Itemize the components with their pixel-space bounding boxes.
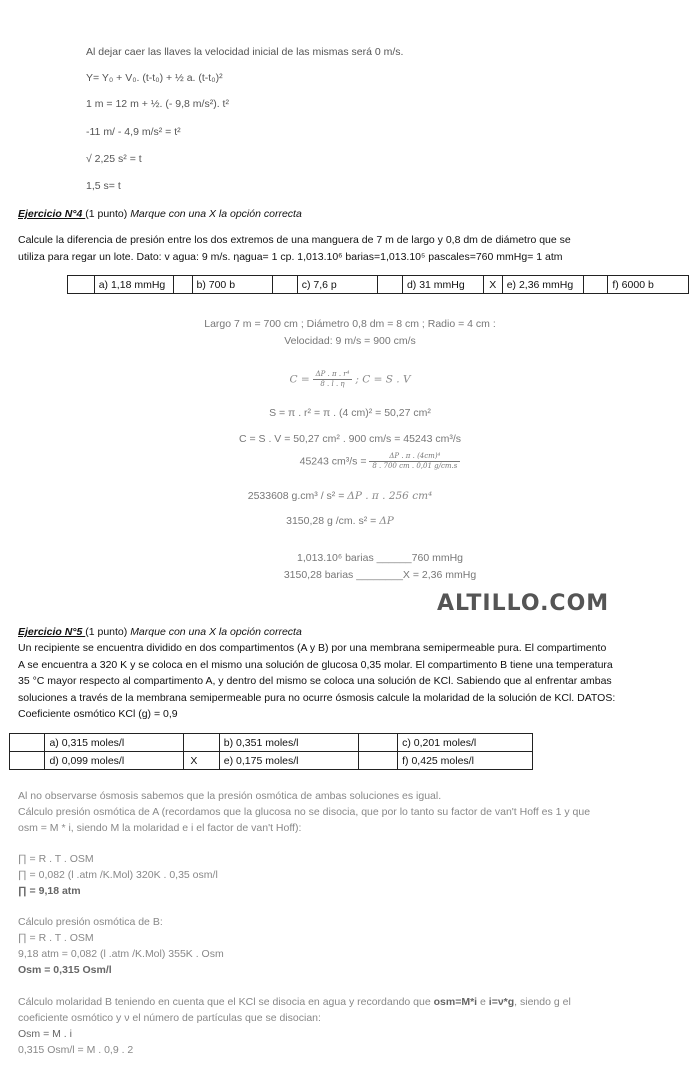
ex5-sol-c1d: i=ν*g [488,996,515,1008]
intro-line-2: Y= Y₀ + V₀. (t-t₀) + ½ a. (t-t₀)² [86,72,223,84]
ex5-checkbox-d[interactable] [10,752,45,770]
ex4-instruction: Marque con una X la opción correcta [130,208,302,220]
ex4-checkbox-d[interactable] [378,276,403,294]
ex5-sol-p3: osm = M * i, siendo M la molaridad e i el factor de van't Hoff): [18,822,302,834]
ex5-sol-a2: ∏ = 0,082 (l .atm /K.Mol) 320K . 0,35 osm/l [18,869,218,881]
ex4-checkbox-a[interactable] [68,276,95,294]
ex5-sol-c2: coeficiente osmótico y ν el número de partículas que se disocian: [18,1012,321,1024]
ex5-option-f: f) 0,425 moles/l [398,752,533,770]
ex4-formula-1-lhs: C = [289,373,310,386]
ex5-points: (1 punto) [85,626,131,638]
ex4-options-table [67,275,689,294]
ex4-checkbox-f[interactable] [583,276,608,294]
ex4-heading [18,208,302,220]
ex5-statement-line-3: 35 °C mayor respecto al compartimento A, y dentro del mismo se coloca una solución de KCl. Sabiendo que al enfrentar ambas [18,675,612,687]
altillo-watermark: ALTILLO.COM [437,591,610,616]
ex5-sol-c3: Osm = M . i [18,1028,72,1040]
ex5-sol-b0: Cálculo presión osmótica de B: [18,916,163,928]
ex5-solution-b [18,914,224,978]
ex5-statement [18,640,688,723]
ex4-formula-1-num: ΔP . π . r⁴ [313,370,353,380]
ex4-statement [18,232,682,266]
ex5-sol-c1b: osm=M*i [433,996,478,1008]
ex5-options-table [9,733,533,770]
ex5-option-d: d) 0,099 moles/l [45,752,184,770]
ex4-option-b: b) 700 b [192,276,273,294]
ex4-sol-line-7 [0,515,690,527]
ex5-heading [18,626,302,638]
ex4-formula-2-den: 8 . 700 cm . 0,01 g/cm.s [372,462,458,470]
ex5-checkbox-f[interactable] [358,752,398,770]
ex4-sol-line-3: S = π . r² = π . (4 cm)² = 50,27 cm² [269,407,431,419]
ex5-statement-line-5: Coeficiente osmótico KCl (g) = 0,9 [18,708,178,720]
ex5-solution-intro [18,788,688,836]
ex4-points: (1 punto) [85,208,131,220]
ex5-sol-p1: Al no observarse ósmosis sabemos que la presión osmótica de ambas soluciones es igual. [18,790,442,802]
ex5-sol-a3: ∏ = 9,18 atm [18,885,81,897]
ex5-title: Ejercicio N°5 [18,626,86,638]
ex4-sol-line-9: 3150,28 barias ________X = 2,36 mmHg [283,569,477,581]
ex5-sol-b1: ∏ = R . T . OSM [18,932,94,944]
ex4-sol-line-1: Largo 7 m = 700 cm ; Diámetro 0,8 dm = 8 cm ; Radio = 4 cm : [204,318,496,330]
ex4-checkbox-b[interactable] [173,276,192,294]
ex4-option-e: e) 2,36 mmHg [502,276,583,294]
ex5-option-a: a) 0,315 moles/l [45,734,184,752]
ex4-checkbox-c[interactable] [273,276,298,294]
ex5-checkbox-a[interactable] [10,734,45,752]
ex4-option-f: f) 6000 b [608,276,689,294]
ex5-option-b: b) 0,351 moles/l [219,734,358,752]
ex4-formula-1-rhs: ; C = S . V [355,373,411,386]
ex4-formula-1 [0,370,700,389]
ex4-sol-line-6-lhs: 2533608 g.cm³ / s² = [247,490,348,502]
ex5-sol-c1a: Cálculo molaridad B teniendo en cuenta que el KCl se disocia en agua y recordando que [18,996,434,1008]
ex4-formula-2-num: ΔP . π . (4cm)⁴ [369,452,460,462]
ex5-sol-a1: ∏ = R . T . OSM [18,853,94,865]
ex4-checkbox-e[interactable]: X [483,276,502,294]
ex5-checkbox-b[interactable] [184,734,219,752]
intro-line-3: 1 m = 12 m + ½. (- 9,8 m/s²). t² [86,98,229,110]
ex5-sol-c4: 0,315 Osm/l = M . 0,9 . 2 [18,1044,134,1056]
ex5-solution-c [18,994,688,1058]
ex5-statement-line-4: soluciones a través de la membrana semipermeable pura no ocurre ósmosis calcule la molaridad de la solución de KCl. DATOS: [18,691,616,704]
ex4-sol-line-2: Velocidad: 9 m/s = 900 cm/s [284,335,416,347]
ex4-option-d: d) 31 mmHg [402,276,483,294]
ex4-sol-line-6-rhs: ΔP . π . 256 cm⁴ [347,490,433,502]
ex5-statement-line-2: A se encuentra a 320 K y se coloca en el mismo una solución de glucosa 0,35 molar. El compartimento B tiene una temperatura [18,658,613,671]
ex4-title: Ejercicio N°4 [18,208,86,220]
ex5-option-e: e) 0,175 moles/l [219,752,358,770]
ex4-formula-1-fraction [313,370,353,389]
ex5-checkbox-e[interactable]: X [184,752,219,770]
ex5-option-c: c) 0,201 moles/l [398,734,533,752]
ex5-sol-b2: 9,18 atm = 0,082 (l .atm /K.Mol) 355K . Osm [18,948,224,960]
ex4-statement-line-1: Calcule la diferencia de presión entre los dos extremos de una manguera de 7 m de largo y 0,8 dm de diámetro que se [18,234,571,246]
ex5-statement-line-1: Un recipiente se encuentra dividido en dos compartimentos (A y B) por una membrana semipermeable pura. El compartimento [18,642,607,654]
ex4-options-row [68,276,689,294]
intro-line-4: -11 m/ - 4,9 m/s² = t² [86,126,181,138]
ex5-options-row-1 [10,734,533,752]
ex5-options-row-2 [10,752,533,770]
ex5-instruction: Marque con una X la opción correcta [130,626,302,638]
ex4-formula-2 [30,452,700,471]
ex5-sol-c1e: , siendo g el [514,996,571,1008]
ex4-sol-line-6 [0,490,690,502]
ex4-sol-line-4: C = S . V = 50,27 cm² . 900 cm/s = 45243 cm³/s [238,433,462,445]
ex5-checkbox-c[interactable] [358,734,398,752]
ex4-option-c: c) 7,6 p [297,276,377,294]
ex5-solution-a [18,851,218,899]
ex5-sol-c1c: e [477,996,489,1008]
ex4-formula-2-lhs: 45243 cm³/s = [299,455,367,468]
ex5-sol-p2: Cálculo presión osmótica de A (recordamos que la glucosa no se disocia, que por lo tanto su factor de van't Hoff es 1 y que [18,806,591,818]
ex4-option-a: a) 1,18 mmHg [94,276,173,294]
intro-line-6: 1,5 s= t [86,180,121,192]
ex4-sol-line-8: 1,013.10⁶ barias ______760 mmHg [296,552,464,564]
ex4-sol-line-7-rhs: ΔP [379,515,394,527]
ex4-formula-1-den: 8 . l . η [320,380,345,388]
intro-line-5: √ 2,25 s² = t [86,153,142,165]
ex4-formula-2-fraction [369,452,460,471]
ex4-statement-line-2: utiliza para regar un lote. Dato: v agua: 9 m/s. ηagua= 1 cp. 1,013.10⁶ barias=1,013.10⁵ pascales=760 mmHg= 1 atm [18,251,563,263]
ex5-sol-b3: Osm = 0,315 Osm/l [18,964,112,976]
ex5-sol-c1 [18,994,688,1010]
ex4-sol-line-7-lhs: 3150,28 g /cm. s² = [286,515,380,527]
intro-line-1: Al dejar caer las llaves la velocidad inicial de las mismas será 0 m/s. [86,46,404,58]
